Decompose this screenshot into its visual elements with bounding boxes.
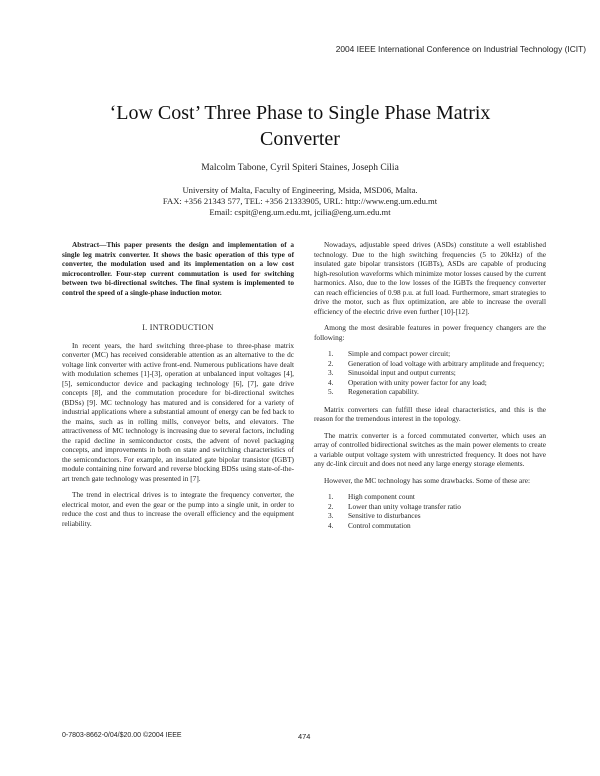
list-item-number: 4. — [328, 520, 334, 530]
list-item-text: Lower than unity voltage transfer ratio — [348, 501, 461, 511]
list-item-number: 2. — [328, 358, 334, 368]
right-paragraph-4: The matrix converter is a forced commutated converter, which uses an array of controlled bidirectional switches as the main power elements to create a variable output voltage system with unrestricted frequency. It does not have any dc-link circuit and does not need any large energy storage elements. — [314, 430, 546, 468]
right-paragraph-1: Nowadays, adjustable speed drives (ASDs) constitute a well established technology. Due to the high switching frequencies (5 to 20kHz) of the insulated gate bipolar transistors (IGBTs), ASDs are capable of producing high-resolution waveforms which minimize motor losses caused by the current harmonics. Also, due to the low losses of the IGBTs the frequency converter can reach efficiencies of 0.98 p.u. at full load. Furthermore, smart strategies to drive the motor, such as flux optimization, are able to increase the overall efficiency of the electric drive even further [10]-[12]. — [314, 240, 546, 316]
right-paragraph-3: Matrix converters can fulfill these ideal characteristics, and this is the reason for the tremendous interest in the topology. — [314, 404, 546, 423]
list-item-text: Regeneration capability. — [348, 387, 419, 396]
affiliation-line-2: FAX: +356 21343 577, TEL: +356 21333905, URL: http://www.eng.um.edu.mt — [162, 196, 438, 206]
list-item — [314, 378, 546, 388]
conference-header: 2004 IEEE International Conference on Industrial Technology (ICIT) — [335, 44, 586, 54]
list-item-number: 3. — [328, 511, 334, 520]
desirable-features-list — [314, 349, 546, 397]
list-item — [314, 521, 546, 531]
page-number: 474 — [298, 732, 311, 741]
list-item — [314, 359, 546, 369]
list-item-text: Sinusoidal input and output currents; — [348, 368, 456, 377]
right-column — [314, 240, 546, 538]
list-item — [314, 387, 546, 397]
right-paragraph-2: Among the most desirable features in power frequency changers are the following: — [314, 323, 546, 342]
list-item-number: 1. — [328, 492, 334, 501]
affiliation-line-3: Email: cspit@eng.um.edu.mt, jcilia@eng.um.edu.mt — [209, 207, 391, 217]
left-column — [62, 240, 294, 535]
abstract: Abstract—This paper presents the design and implementation of a single leg matrix converter. It shows the basic operation of this type of converter, the modulation used and its implementation on a low cost microcontroller. Four-step current commutation is used for switching between two bi-directional switches. The final system is implemented to control the speed of a single-phase induction motor. — [62, 240, 294, 297]
list-item-text: Generation of load voltage with arbitrary amplitude and frequency; — [348, 358, 545, 368]
list-item-number: 2. — [328, 501, 334, 511]
title-line-2: Converter — [260, 128, 340, 150]
list-item — [314, 368, 546, 378]
right-paragraph-5: However, the MC technology has some drawbacks. Some of these are: — [324, 475, 530, 485]
title-line-1: ‘Low Cost’ Three Phase to Single Phase Matrix — [109, 102, 491, 124]
list-item — [314, 502, 546, 512]
paper-title — [40, 100, 560, 152]
list-item-text: Sensitive to disturbances — [348, 511, 421, 520]
section-heading-introduction: I. INTRODUCTION — [142, 323, 214, 332]
list-item — [314, 492, 546, 502]
list-item-number: 5. — [328, 387, 334, 396]
list-item-text: High component count — [348, 492, 415, 501]
list-item-number: 3. — [328, 368, 334, 377]
list-item-number: 4. — [328, 377, 334, 387]
list-item-text: Operation with unity power factor for any load; — [348, 377, 487, 387]
author-list: Malcolm Tabone, Cyril Spiteri Staines, Joseph Cilia — [201, 163, 399, 173]
affiliation-block — [40, 185, 560, 218]
list-item — [314, 349, 546, 359]
list-item-number: 1. — [328, 349, 334, 358]
intro-paragraph-2: The trend in electrical drives is to integrate the frequency converter, the electrical motor, and even the gear or the pump into a single unit, in order to reduce the cost and thus to increase the overall efficiency and the equipment reliability. — [62, 490, 294, 528]
drawbacks-list — [314, 492, 546, 530]
footer-isbn: 0-7803-8662-0/04/$20.00 ©2004 IEEE — [62, 732, 182, 739]
list-item-text: Control commutation — [348, 520, 411, 530]
affiliation-line-1: University of Malta, Faculty of Engineering, Msida, MSD06, Malta. — [182, 185, 418, 195]
list-item — [314, 511, 546, 521]
list-item-text: Simple and compact power circuit; — [348, 349, 451, 358]
intro-paragraph-1: In recent years, the hard switching three-phase to three-phase matrix converter (MC) has received considerable attention as an alternative to the dc voltage link converter with active front-end. Numerous publications have dealt with modulation schemes [1]-[3], operation at unbalanced input voltages [4], [5], semiconductor device and packaging technology [6], [7], gate drive concepts [8], and the commutation procedure for bi-directional switches (BDSs) [9]. MC technology has matured and is considered for a variety of industrial applications where a substantial amount of energy can be fed back to the mains, such as in rolling mills, conveyor belts, and elevators. The attractiveness of MC technology is increasing due to several factors, including the rapid decline in semiconductor costs, the advent of novel packaging concepts, and improvements in both on state and switching characteristics of the semiconductors. For example, an insulated gate bipolar transistor (IGBT) module containing nine forward and reverse blocking BDSs using state-of-the-art trench gate technology was presented in [7]. — [62, 340, 294, 483]
